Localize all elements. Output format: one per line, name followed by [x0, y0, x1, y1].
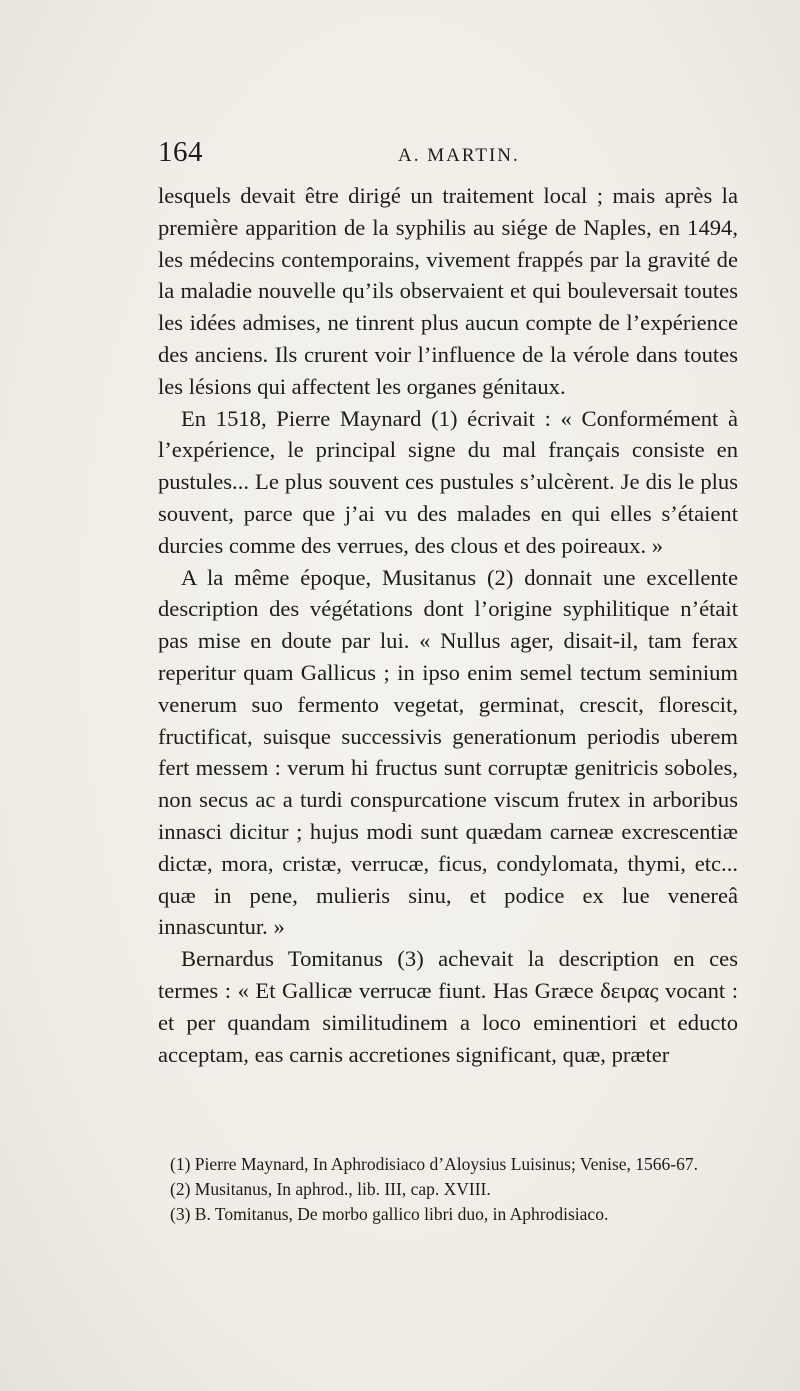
page-number: 164 — [158, 136, 203, 168]
paragraph-1: lesquels devait être dirigé un traitement local ; mais après la première apparition de la syphilis au siége de Naples, en 1494, les médecins contemporains, vivement frappés par la gravité de la maladie nouvelle qu’ils observaient et qui bouleversait toutes les idées admises, ne tinrent plus aucun compte de l’expérience des anciens. Ils crurent voir l’influence de la vérole dans toutes les lésions qui affectent les organes génitaux. — [158, 183, 738, 399]
footnotes — [158, 1152, 738, 1227]
paragraph-2: En 1518, Pierre Maynard (1) écrivait : « Conformément à l’expérience, le principal signe du mal français consiste en pustules... Le plus souvent ces pustules s’ulcèrent. Je dis le plus souvent, parce que j’ai vu des malades en qui elles s’étaient durcies comme des verrues, des clous et des poireaux. » — [158, 405, 738, 558]
paragraph-4: Bernardus Tomitanus (3) achevait la description en ces termes : « Et Gallicæ verrucæ fiunt. Has Græce δειρας vocant : et per quandam similitudinem a loco eminentiori et educto acceptam, eas carnis accretiones significant, quæ, præter — [158, 946, 738, 1067]
footnote-2: (2) Musitanus, In aphrod., lib. III, cap. XVIII. — [170, 1179, 491, 1199]
running-head: A. MARTIN. — [398, 145, 520, 166]
paragraph-3: A la même époque, Musitanus (2) donnait une excellente description des végétations dont l’origine syphilitique n’était pas mise en doute par lui. « Nullus ager, disait-il, tam ferax reperitur quam Gallicus ; in ipso enim semel tectum seminium venerum suo fermento vegetat, germinat, crescit, florescit, fructificat, suisque successivis generationum periodis uberem fert messem : verum hi fructus sunt corruptæ genitricis soboles, non secus ac a turdi conspurcatione viscum frutex in arboribus innasci dicitur ; hujus modi sunt quædam carneæ excrescentiæ dictæ, mora, cristæ, verrucæ, ficus, condylomata, thymi, etc... quæ in pene, mulieris sinu, et podice ex lue venereâ innascuntur. » — [158, 564, 738, 940]
main-text — [158, 180, 738, 1070]
page-header — [158, 136, 738, 176]
footnote-3: (3) B. Tomitanus, De morbo gallico libri duo, in Aphrodisiaco. — [170, 1204, 609, 1224]
footnote-1: (1) Pierre Maynard, In Aphrodisiaco d’Aloysius Luisinus; Venise, 1566-67. — [170, 1154, 699, 1174]
